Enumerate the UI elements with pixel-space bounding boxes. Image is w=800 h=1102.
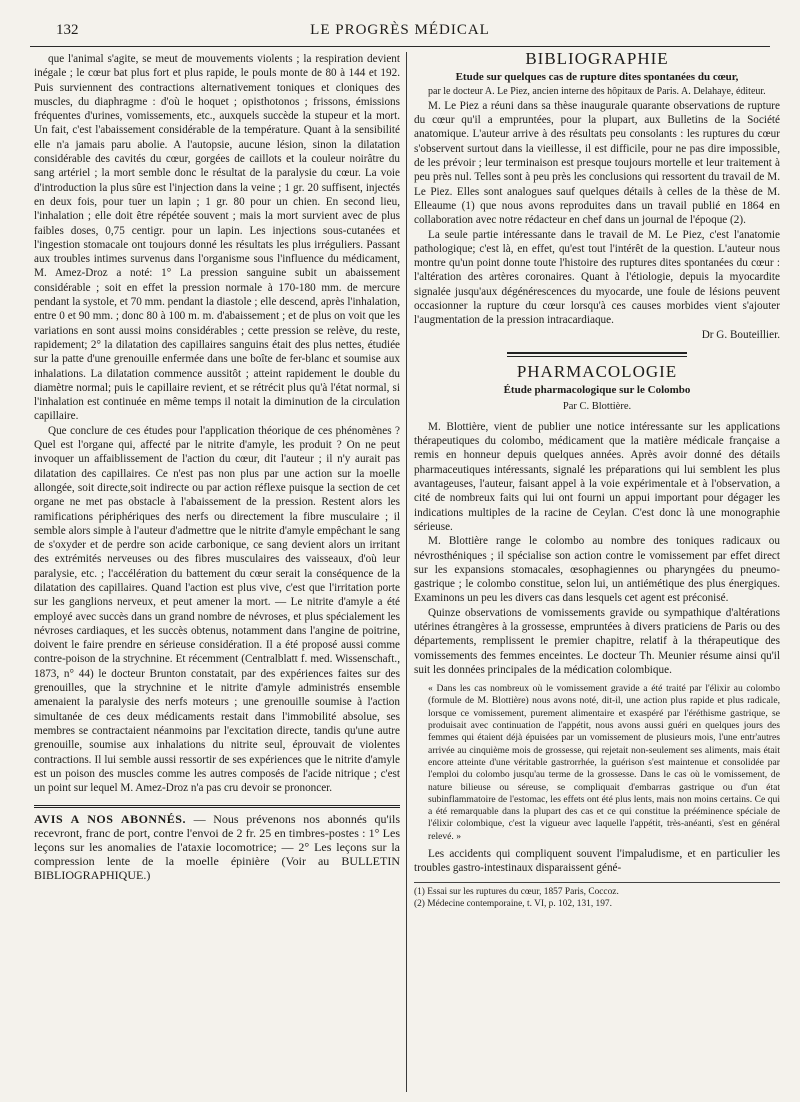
- section-title-bibliographie: BIBLIOGRAPHIE: [525, 49, 669, 68]
- block-quote: [414, 683, 780, 843]
- page-header: [30, 20, 770, 47]
- body-paragraph: M. Blottière, vient de publier une notice intéressante sur les applications thérapeutiques du colombo, médicament que la matière médicale française a remis en honneur depuis quelques années. Après avoir donné des détails pharmaceutiques intéressants, signalé les préparations qui lui semblent les plus avantageuses, l'auteur, faisant appel à la voie expérimentale et à l'observation, a cité de nombreux faits qui lui ont fourni un appui important pour dégager les indications multiples de la racine de Ceylan. C'est donc là une monographie sérieuse.: [414, 420, 780, 533]
- footnotes: [414, 882, 780, 910]
- article-byline: Par C. Blottière.: [562, 400, 632, 412]
- footnote: (2) Médecine contemporaine, t. VI, p. 102, 131, 197.: [414, 898, 612, 909]
- right-column: [414, 49, 780, 910]
- body-paragraph: Que conclure de ces études pour l'application théorique de ces phénomènes ? Quel est l'organe qui, affecté par le nitrite d'amyle, les produit ? On ne peut invoquer un affaiblissement de l'action du cœur, dit l'auteur ; il n'y aurait pas dilatation des capillaires. Ce n'est pas non plus par une action sur la moelle allongée, soit directe,soit indirecte ou par action réflexe puisque la section de cet organe ne met pas obstacle à l'abaissement de la pression. Restent alors les ramifications périphériques des nerfs ou directement la fibre musculaire ; il semble alors simple à l'auteur d'admettre que le nitrite d'amyle empêchant le sang de s'oxyder et de perdre son acide carbonique, ce sang devient alors un irritant des extrémités nerveuses ou des fibres musculaires des vaisseaux, d'où leur paralysie, etc. ; l'accélération du battement du cœur serait la conséquence de la dilatation des capillaires. Quand l'action est plus vive, c'est que l'irritation porte sur les ganglions nerveux, et peut amener la mort. — Le nitrite d'amyle a été employé avec succès dans un grand nombre de névroses, et plus spécialement les névroses cardiaques, et les succès obtenus, notamment dans l'angine de poitrine, doivent le faire prendre en sérieuse considération. Il a été proposé aussi comme contre-poison de la strychnine. Et récemment (Centralblatt f. med. Wissenschaft., 1873, n° 44) le docteur Brunton constatait, par des expériences faites sur des grenouilles, que la strychnine et le nitrite d'amyle administrés ensemble amenaient la paralysie des nerfs moteurs ; une grenouille soumise à l'action simultanée de ces deux médicaments restait dans l'immobilité absolue, ses membres se contractaient néanmoins par l'excitation directe, tandis qu'une autre grenouille, soumise aux inhalations du nitrite seul, éprouvait de violentes contractions. Il lui semble aussi ressortir de ses expériences que le nitrite d'amyle est un poison des muscles comme les autres composés de l'acide nitrique ; c'est un point sur lequel M. Amez-Droz n'a pas cru devoir se prononcer.: [34, 424, 400, 795]
- notice-text: — Nous prévenons nos abonnés qu'ils recevront, franc de port, contre l'envoi de 2 fr. 25 en timbres-postes : 1° Les leçons sur les anomalies de l'ataxie locomotrice; — 2° Les leçons sur la compression lente de la moelle épinière (Voir au BULLETIN BIBLIOGRAPHIQUE.): [34, 812, 401, 883]
- section-title-pharmacologie: PHARMACOLOGIE: [516, 361, 678, 381]
- article-byline: par le docteur A. Le Piez, ancien interne des hôpitaux de Paris. A. Delahaye, éditeur.: [428, 85, 766, 97]
- body-paragraph: La seule partie intéressante dans le travail de M. Le Piez, c'est l'anatomie pathologique; c'est là, en effet, qu'est tout l'intérêt de la question. L'auteur nous montre qu'un point donne toute l'histoire des ruptures dites spontanées du cœur : l'altération des artères coronaires. Quant à l'étiologie, depuis la myocardite signalée jusqu'aux dégénérescences du myocarde, une foule de lésions peuvent occasionner la rupture du cœur lorsqu'à ces causes morbides vient s'ajouter l'augmentation de la pression intracardiaque.: [414, 228, 780, 327]
- article-title: Etude sur quelques cas de rupture dites spontanées du cœur,: [455, 71, 739, 84]
- left-column: [34, 52, 400, 882]
- body-paragraph: Les accidents qui compliquent souvent l'impaludisme, et en particulier les troubles gastro-intestinaux disparaissent géné-: [414, 848, 780, 875]
- column-divider: [406, 52, 407, 1092]
- body-paragraph: M. Le Piez a réuni dans sa thèse inaugurale quarante observations de rupture du cœur qu'il a empruntées, pour la plupart, aux Bulletins de la Société anatomique. L'auteur arrive à des résultats peu consolants : les ruptures du cœur s'observent surtout dans la vieillesse, il est difficile, pour ne pas dire impossible, de les prévoir ; leur terminaison est presque toujours mortelle et leur traitement à peu près nul. Telles sont à peu près les conclusions qui ressortent du travail de M. Le Piez. Elles sont analogues sauf quelques détails à celles de la thèse de M. Elleaume (1) que nous avons reproduites dans un travail publié en 1864 en collaboration avec notre rédacteur en chef dans un journal de l'époque (2).: [414, 99, 780, 227]
- running-title: LE PROGRÈS MÉDICAL: [310, 22, 490, 38]
- body-paragraph: M. Blottière range le colombo au nombre des toniques radicaux ou névrosthéniques ; il spécialise son action contre le vomissement par effet direct sur les expansions stomacales, œsophagiennes ou pharyngées du pneumo-gastrique ; le colombo constitue, selon lui, un antiémétique des plus énergiques. Examinons un peu les divers cas dans lesquels cet agent est préconisé.: [414, 535, 780, 605]
- subscriber-notice: [34, 805, 400, 882]
- quote-text: « Dans les cas nombreux où le vomissement gravide a été traité par l'élixir au colombo (formule de M. Blottière) nous avons noté, dit-il, une action plus rapide et plus radicale, lorsque ce vomissement, purement alimentaire et exaspéré par l'éréthisme gastrique, se produisait avec continuation de l'appétit, nous avons aussi guéri en quelques jours des femmes qui étaient déjà épuisées par un vomissement de plusieurs mois, l'une entr'autres arrivée au cinquième mois de grossesse, qui rejetait non-seulement ses aliments, mais était encore atteinte d'une véritable gastrorrhée, la guérison s'est maintenue et consolidée par l'emploi du colombo jusqu'au terme de la grossesse. Dans le cas où le vomissement, de nature bilieuse ou séreuse, se compliquait d'embarras gastrique ou d'un état subinflammatoire de l'estomac, les effets ont été plus lents, mais non moins certains. Ce qui a été remarquable dans la plupart des cas et ce qui constitue la prééminence spéciale de l'élixir colombique, c'est la vigueur avec laquelle l'appétit, très-anéanti, s'est en général relevé. »: [428, 683, 780, 842]
- footnote: (1) Essai sur les ruptures du cœur, 1857 Paris, Coccoz.: [414, 886, 619, 897]
- author-signature: Dr G. Bouteillier.: [701, 328, 780, 341]
- article-title: Étude pharmacologique sur le Colombo: [503, 384, 691, 397]
- notice-heading: AVIS A NOS ABONNÉS.: [34, 812, 186, 827]
- section-separator: [507, 352, 687, 357]
- body-paragraph: Quinze observations de vomissements gravide ou sympathique d'altérations utérines étrangères à la grossesse, empruntées à divers praticiens de Paris ou des départements, remplissent le premier chapitre, relatif à la thérapeutique des vomissements des femmes enceintes. Le docteur Th. Meunier résume ainsi qu'il suit les données principales de la médication colombique.: [414, 606, 780, 676]
- body-paragraph: que l'animal s'agite, se meut de mouvements violents ; la respiration devient inégale ; le cœur bat plus fort et plus rapide, le pouls monte de 80 à 144 et 192. Puis surviennent des contractions alternativement toniques et cloniques des muscles, du diaphragme : d'où le hoquet ; opisthotonos ; frissons, émissions fréquentes d'urines, vomissements, etc., auxquels succède la stupeur et la mort. Un fait, c'est l'abaissement considérable de la température. Quant à la sensibilité elle n'a jamais paru abolie. A l'autopsie, aucune lésion, sinon la dilatation considérable des cavités du cœur, gorgées de caillots et la couleur noirâtre du sang artériel ; la mort semble donc le résultat de la paralysie du cœur. La voie d'introduction la plus sûre est l'injection dans la veine ; 1 gr. 20 suffisent, injectés en deux fois, pour tuer un lapin ; 1 gr. 80 pour un chien. En second lieu, l'inhalation ; elle doit être répétée souvent ; mais la mort survient avec de plus faibles doses, 0,75 centigr. pour un lapin. Les injections sous-cutanées et l'ingestion stomacale ont toujours donné les résultats les plus irréguliers. Passant aux troubles intimes survenus dans l'organisme sous l'influence du médicament, M. Amez-Droz a noté: 1° La pression sanguine subit un abaissement considérable ; soit en effet la pression normale à 170-180 mm. de mercure pendant la systole, et 70 mm. pendant la diastole ; elle descend, après l'inhalation, entre 0 et 90 mm. ; donc 80 à 100 m. m. d'abaissement ; et de plus on voit que les variations en sont aussi moins considérables ; cette pression se relève, du reste, rapidement; 2° la dilatation des capillaires sanguins était des plus nettes, étudiée sur la patte d'une grenouille enfermée dans une boîte de fer-blanc et soumise aux inhalations. La dilatation commence aussitôt ; atteint rapidement le double du diamètre normal; puis le capillaire revient, et se rétrécit plus qu'à l'état normal, si l'inhalation est continuée en même temps il notait la diminution de la circulation capillaire.: [34, 53, 400, 423]
- page-number: 132: [56, 22, 79, 38]
